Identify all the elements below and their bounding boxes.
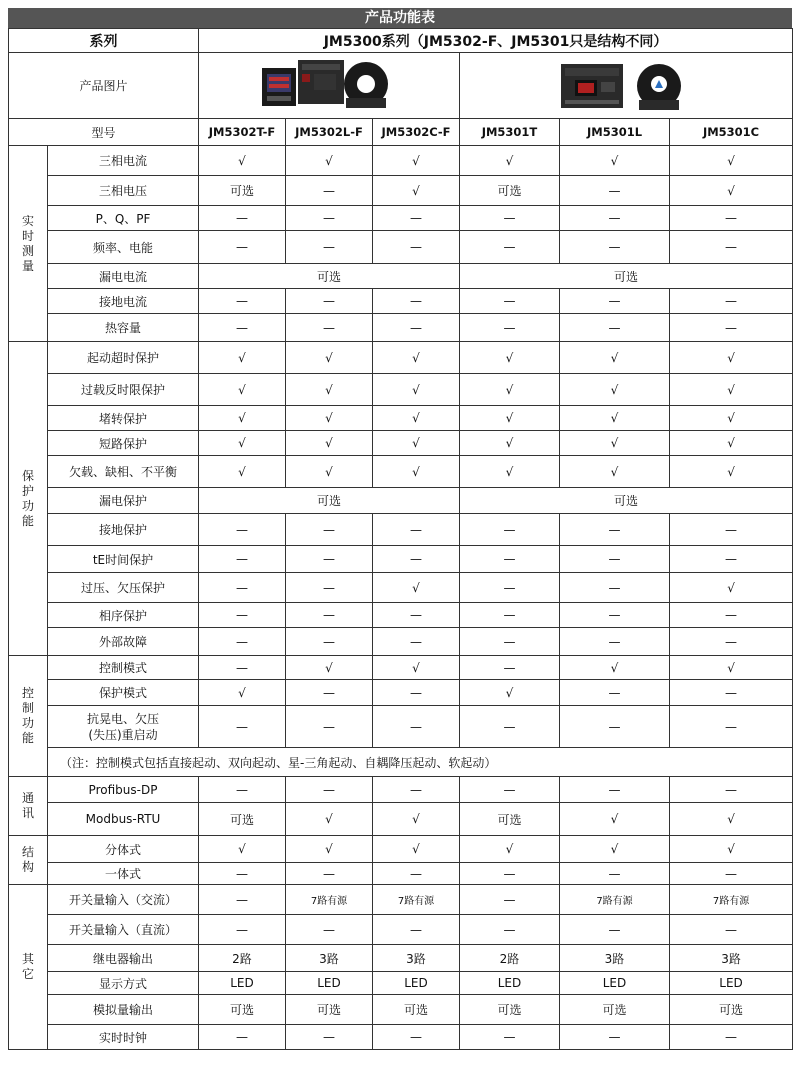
cell-value: —	[560, 231, 670, 264]
cell-value: —	[199, 314, 286, 342]
cell-value: —	[199, 289, 286, 314]
product-photo-jm5302-icon	[254, 54, 404, 114]
group-char: 能	[21, 513, 34, 528]
table-row	[9, 573, 793, 603]
cell-value: 可选	[373, 995, 460, 1025]
cell-value: —	[560, 628, 670, 656]
cell-value: —	[670, 915, 793, 945]
group-other	[9, 885, 48, 1050]
cell-value: —	[670, 314, 793, 342]
cell-value: LED	[670, 972, 793, 995]
cell-value: —	[286, 1025, 373, 1050]
model-5: JM5301L	[560, 119, 670, 146]
cell-value: √	[373, 431, 460, 456]
cell-value: —	[670, 289, 793, 314]
feature-label: 分体式	[48, 836, 199, 863]
cell-value: —	[286, 289, 373, 314]
cell-value: —	[460, 514, 560, 546]
feature-label: 欠载、缺相、不平衡	[48, 456, 199, 488]
product-photo-jm5302	[199, 53, 460, 119]
cell-value: √	[373, 803, 460, 836]
cell-value: √	[286, 456, 373, 488]
cell-value: √	[670, 456, 793, 488]
group-char: 功	[21, 498, 34, 513]
feature-label: 接地电流	[48, 289, 199, 314]
cell-value: 7路有源	[373, 885, 460, 915]
cell-value: —	[560, 863, 670, 885]
table-row	[9, 836, 793, 863]
cell-value: —	[670, 777, 793, 803]
cell-value: LED	[560, 972, 670, 995]
feature-label: 漏电保护	[48, 488, 199, 514]
cell-value: —	[199, 885, 286, 915]
cell-value: —	[460, 314, 560, 342]
group-char: 构	[21, 860, 34, 874]
cell-value: —	[373, 514, 460, 546]
feature-label: 模拟量输出	[48, 995, 199, 1025]
cell-value: √	[560, 146, 670, 176]
series-label: 系列	[9, 29, 199, 53]
table-title: 产品功能表	[8, 8, 792, 28]
cell-value: LED	[373, 972, 460, 995]
feature-label-line: (失压)重启动	[88, 727, 158, 742]
table-row	[9, 706, 793, 748]
group-char: 时	[21, 228, 34, 243]
product-photo-jm5301	[460, 53, 793, 119]
cell-value: —	[460, 573, 560, 603]
cell-value: —	[199, 863, 286, 885]
feature-label: 继电器输出	[48, 945, 199, 972]
table-row	[9, 546, 793, 573]
cell-value: —	[560, 777, 670, 803]
cell-value: √	[373, 342, 460, 374]
cell-value: —	[199, 573, 286, 603]
cell-value: —	[286, 514, 373, 546]
cell-value: 7路有源	[286, 885, 373, 915]
table-row	[9, 603, 793, 628]
cell-value: —	[199, 656, 286, 680]
group-char: 讯	[21, 806, 34, 820]
cell-value: √	[373, 176, 460, 206]
cell-value: √	[670, 573, 793, 603]
cell-value: √	[373, 456, 460, 488]
cell-value: √	[460, 374, 560, 406]
cell-value: —	[286, 863, 373, 885]
cell-value: —	[373, 206, 460, 231]
model-6: JM5301C	[670, 119, 793, 146]
group-protection	[9, 342, 48, 656]
cell-value: 2路	[460, 945, 560, 972]
cell-value: 7路有源	[670, 885, 793, 915]
cell-value: —	[670, 546, 793, 573]
feature-label: 外部故障	[48, 628, 199, 656]
cell-value: —	[670, 231, 793, 264]
cell-value: √	[670, 146, 793, 176]
table-row	[9, 406, 793, 431]
cell-value: √	[670, 374, 793, 406]
cell-value: 可选	[670, 995, 793, 1025]
cell-value: LED	[286, 972, 373, 995]
function-table	[8, 28, 793, 1050]
cell-value: —	[373, 863, 460, 885]
table-row	[9, 777, 793, 803]
cell-value: √	[286, 146, 373, 176]
cell-value: √	[560, 803, 670, 836]
cell-value: 可选	[460, 995, 560, 1025]
cell-value: —	[373, 706, 460, 748]
cell-value: —	[670, 680, 793, 706]
cell-value: —	[460, 863, 560, 885]
cell-value: —	[286, 206, 373, 231]
cell-value: 可选	[460, 803, 560, 836]
cell-value: √	[199, 374, 286, 406]
cell-value: √	[373, 406, 460, 431]
feature-label: 控制模式	[48, 656, 199, 680]
cell-value: —	[460, 777, 560, 803]
feature-label: 开关量输入（直流）	[48, 915, 199, 945]
cell-value: —	[460, 706, 560, 748]
cell-value: 3路	[670, 945, 793, 972]
group-char: 制	[21, 701, 34, 715]
cell-value: —	[286, 176, 373, 206]
feature-label: 漏电电流	[48, 264, 199, 289]
table-row	[9, 863, 793, 885]
cell-value: —	[199, 706, 286, 748]
cell-value: —	[560, 206, 670, 231]
cell-value: —	[373, 1025, 460, 1050]
group-char: 控	[21, 686, 34, 700]
merged-value: 可选	[199, 488, 460, 514]
cell-value: —	[199, 1025, 286, 1050]
feature-label: P、Q、PF	[48, 206, 199, 231]
cell-value: —	[460, 231, 560, 264]
cell-value: √	[670, 656, 793, 680]
feature-label: tE时间保护	[48, 546, 199, 573]
group-char: 其	[21, 952, 34, 966]
cell-value: √	[460, 406, 560, 431]
cell-value: —	[286, 680, 373, 706]
cell-value: —	[460, 603, 560, 628]
cell-value: √	[373, 146, 460, 176]
table-row	[9, 374, 793, 406]
table-row	[9, 995, 793, 1025]
cell-value: 3路	[373, 945, 460, 972]
table-row	[9, 231, 793, 264]
cell-value: —	[460, 885, 560, 915]
cell-value: √	[199, 836, 286, 863]
cell-value: —	[199, 628, 286, 656]
series-value: JM5300系列（JM5302-F、JM5301只是结构不同）	[199, 29, 793, 53]
cell-value: √	[670, 176, 793, 206]
cell-value: —	[286, 231, 373, 264]
cell-value: —	[670, 1025, 793, 1050]
cell-value: —	[460, 628, 560, 656]
cell-value: —	[373, 777, 460, 803]
cell-value: √	[460, 431, 560, 456]
group-char: 测	[21, 243, 34, 258]
cell-value: —	[373, 546, 460, 573]
cell-value: —	[460, 546, 560, 573]
cell-value: —	[560, 314, 670, 342]
group-control	[9, 656, 48, 777]
table-row	[9, 289, 793, 314]
table-row	[9, 885, 793, 915]
cell-value: —	[286, 706, 373, 748]
cell-value: —	[373, 231, 460, 264]
cell-value: —	[560, 289, 670, 314]
table-row	[9, 146, 793, 176]
feature-label: 保护模式	[48, 680, 199, 706]
feature-label: 显示方式	[48, 972, 199, 995]
cell-value: 3路	[286, 945, 373, 972]
model-3: JM5302C-F	[373, 119, 460, 146]
feature-label: 短路保护	[48, 431, 199, 456]
feature-label: 三相电压	[48, 176, 199, 206]
control-mode-note: （注：控制模式包括直接起动、双向起动、星-三角起动、自耦降压起动、软起动）	[48, 748, 793, 777]
cell-value: LED	[460, 972, 560, 995]
table-row	[9, 680, 793, 706]
cell-value: √	[460, 146, 560, 176]
group-char: 它	[21, 967, 34, 981]
cell-value: √	[286, 656, 373, 680]
cell-value: —	[670, 206, 793, 231]
cell-value: —	[199, 231, 286, 264]
cell-value: —	[286, 603, 373, 628]
image-label: 产品图片	[9, 53, 199, 119]
feature-label: 三相电流	[48, 146, 199, 176]
cell-value: —	[460, 656, 560, 680]
cell-value: √	[286, 836, 373, 863]
cell-value: √	[373, 374, 460, 406]
cell-value: √	[373, 656, 460, 680]
cell-value: 可选	[460, 176, 560, 206]
cell-value: 2路	[199, 945, 286, 972]
feature-label: 开关量输入（交流）	[48, 885, 199, 915]
cell-value: 可选	[560, 995, 670, 1025]
table-row	[9, 915, 793, 945]
table-row	[9, 264, 793, 289]
cell-value: —	[199, 206, 286, 231]
cell-value: √	[560, 836, 670, 863]
cell-value: —	[560, 706, 670, 748]
cell-value: LED	[199, 972, 286, 995]
cell-value: √	[560, 374, 670, 406]
cell-value: —	[670, 628, 793, 656]
cell-value: —	[199, 915, 286, 945]
cell-value: √	[199, 146, 286, 176]
feature-label: Profibus-DP	[48, 777, 199, 803]
cell-value: —	[199, 603, 286, 628]
cell-value: 可选	[199, 995, 286, 1025]
cell-value: √	[560, 456, 670, 488]
feature-label	[48, 706, 199, 748]
cell-value: √	[199, 680, 286, 706]
table-row	[9, 176, 793, 206]
table-row	[9, 656, 793, 680]
model-1: JM5302T-F	[199, 119, 286, 146]
merged-value: 可选	[199, 264, 460, 289]
feature-label: 热容量	[48, 314, 199, 342]
cell-value: 可选	[199, 803, 286, 836]
cell-value: √	[286, 342, 373, 374]
cell-value: —	[373, 628, 460, 656]
cell-value: —	[560, 1025, 670, 1050]
cell-value: √	[199, 456, 286, 488]
cell-value: —	[560, 915, 670, 945]
cell-value: —	[460, 289, 560, 314]
cell-value: —	[373, 603, 460, 628]
cell-value: √	[670, 431, 793, 456]
table-row	[9, 342, 793, 374]
cell-value: √	[670, 836, 793, 863]
cell-value: 3路	[560, 945, 670, 972]
feature-label: 堵转保护	[48, 406, 199, 431]
model-2: JM5302L-F	[286, 119, 373, 146]
cell-value: —	[286, 915, 373, 945]
table-row	[9, 945, 793, 972]
cell-value: —	[286, 628, 373, 656]
cell-value: √	[286, 431, 373, 456]
merged-value: 可选	[460, 264, 793, 289]
cell-value: —	[560, 514, 670, 546]
cell-value: √	[460, 456, 560, 488]
table-row	[9, 748, 793, 777]
cell-value: —	[560, 176, 670, 206]
cell-value: —	[286, 777, 373, 803]
cell-value: √	[286, 374, 373, 406]
table-row	[9, 514, 793, 546]
cell-value: √	[560, 431, 670, 456]
table-row	[9, 972, 793, 995]
cell-value: —	[373, 680, 460, 706]
cell-value: 可选	[286, 995, 373, 1025]
cell-value: —	[560, 573, 670, 603]
cell-value: —	[670, 706, 793, 748]
cell-value: —	[373, 289, 460, 314]
table-row	[9, 803, 793, 836]
group-char: 结	[21, 845, 34, 859]
cell-value: —	[286, 546, 373, 573]
table-row	[9, 628, 793, 656]
cell-value: —	[560, 546, 670, 573]
feature-label: 过载反时限保护	[48, 374, 199, 406]
cell-value: —	[460, 1025, 560, 1050]
cell-value: —	[670, 514, 793, 546]
cell-value: √	[286, 406, 373, 431]
cell-value: √	[560, 656, 670, 680]
feature-label: 起动超时保护	[48, 342, 199, 374]
cell-value: —	[560, 680, 670, 706]
cell-value: —	[286, 573, 373, 603]
model-4: JM5301T	[460, 119, 560, 146]
group-char: 保	[21, 468, 34, 483]
cell-value: √	[460, 836, 560, 863]
table-row	[9, 456, 793, 488]
cell-value: √	[373, 836, 460, 863]
cell-value: √	[670, 406, 793, 431]
table-row	[9, 314, 793, 342]
feature-label: 过压、欠压保护	[48, 573, 199, 603]
cell-value: √	[199, 342, 286, 374]
table-row	[9, 206, 793, 231]
cell-value: √	[286, 803, 373, 836]
cell-value: √	[670, 803, 793, 836]
group-char: 通	[21, 791, 34, 805]
cell-value: —	[560, 603, 670, 628]
cell-value: —	[460, 915, 560, 945]
feature-label: Modbus-RTU	[48, 803, 199, 836]
group-char: 能	[21, 731, 34, 745]
group-char: 量	[21, 258, 34, 273]
feature-label: 一体式	[48, 863, 199, 885]
model-label: 型号	[9, 119, 199, 146]
feature-label: 实时时钟	[48, 1025, 199, 1050]
feature-label-line: 抗晃电、欠压	[86, 711, 159, 726]
cell-value: √	[460, 680, 560, 706]
cell-value: 可选	[199, 176, 286, 206]
table-row	[9, 1025, 793, 1050]
group-char: 功	[21, 716, 34, 730]
cell-value: —	[373, 915, 460, 945]
cell-value: √	[199, 406, 286, 431]
cell-value: √	[560, 342, 670, 374]
cell-value: —	[199, 546, 286, 573]
cell-value: —	[199, 777, 286, 803]
cell-value: √	[460, 342, 560, 374]
feature-label: 频率、电能	[48, 231, 199, 264]
merged-value: 可选	[460, 488, 793, 514]
cell-value: 7路有源	[560, 885, 670, 915]
cell-value: √	[373, 573, 460, 603]
product-photo-jm5301-icon	[551, 54, 701, 114]
cell-value: √	[560, 406, 670, 431]
feature-label: 接地保护	[48, 514, 199, 546]
group-structure	[9, 836, 48, 885]
cell-value: —	[670, 603, 793, 628]
cell-value: —	[286, 314, 373, 342]
cell-value: —	[460, 206, 560, 231]
cell-value: —	[199, 514, 286, 546]
cell-value: —	[670, 863, 793, 885]
group-char: 护	[21, 483, 34, 498]
table-row	[9, 431, 793, 456]
cell-value: —	[373, 314, 460, 342]
group-realtime	[9, 146, 48, 342]
group-comm	[9, 777, 48, 836]
group-char: 实	[21, 213, 34, 228]
table-row	[9, 488, 793, 514]
feature-label: 相序保护	[48, 603, 199, 628]
cell-value: √	[670, 342, 793, 374]
cell-value: √	[199, 431, 286, 456]
